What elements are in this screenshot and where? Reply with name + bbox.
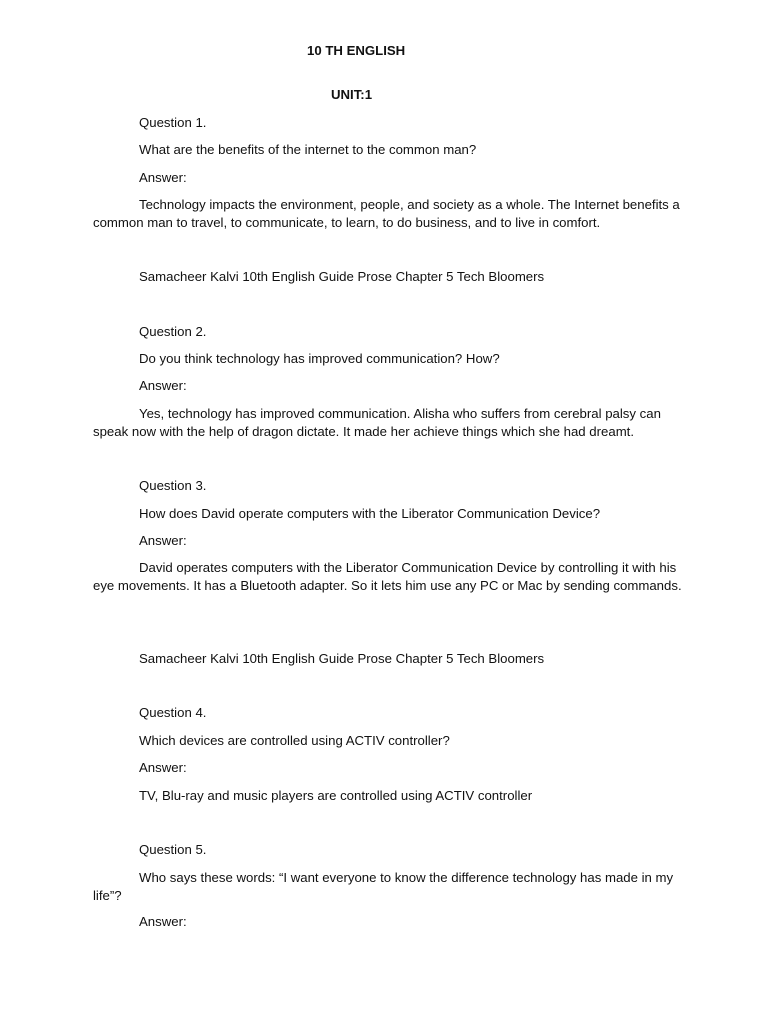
question-2-answer-label: Answer: <box>139 378 187 393</box>
question-3-label: Question 3. <box>139 478 207 493</box>
question-5-text: Who says these words: “I want everyone to know the difference technology has made in my life”? <box>93 870 674 903</box>
question-4-text: Which devices are controlled using ACTIV controller? <box>139 733 450 748</box>
unit-heading: UNIT:1 <box>331 87 373 102</box>
question-2-text: Do you think technology has improved communication? How? <box>139 351 500 366</box>
reference-line-2: Samacheer Kalvi 10th English Guide Prose Chapter 5 Tech Bloomers <box>139 651 545 666</box>
question-1-text: What are the benefits of the internet to the common man? <box>139 142 477 157</box>
question-3-answer: David operates computers with the Liberator Communication Device by controlling it with his eye movements. It has a Bluetooth adapter. So it lets him use any PC or Mac by sending commands. <box>93 560 682 593</box>
question-2-answer: Yes, technology has improved communication. Alisha who suffers from cerebral palsy can speak now with the help of dragon dictate. It made her achieve things which she had dreamt. <box>93 406 661 439</box>
question-4-answer: TV, Blu-ray and music players are controlled using ACTIV controller <box>139 788 533 803</box>
question-5-answer-label: Answer: <box>139 914 187 929</box>
question-2-label: Question 2. <box>139 324 207 339</box>
question-1-label: Question 1. <box>139 115 207 130</box>
question-1-answer-label: Answer: <box>139 170 187 185</box>
question-3-answer-label: Answer: <box>139 533 187 548</box>
question-1-answer: Technology impacts the environment, people, and society as a whole. The Internet benefits a common man to travel, to communicate, to learn, to do business, and to live in comfort. <box>93 197 680 230</box>
question-5-label: Question 5. <box>139 842 207 857</box>
document-title: 10 TH ENGLISH <box>307 43 406 58</box>
question-4-answer-label: Answer: <box>139 760 187 775</box>
reference-line-1: Samacheer Kalvi 10th English Guide Prose Chapter 5 Tech Bloomers <box>139 269 545 284</box>
question-3-text: How does David operate computers with the Liberator Communication Device? <box>139 506 601 521</box>
question-4-label: Question 4. <box>139 705 207 720</box>
